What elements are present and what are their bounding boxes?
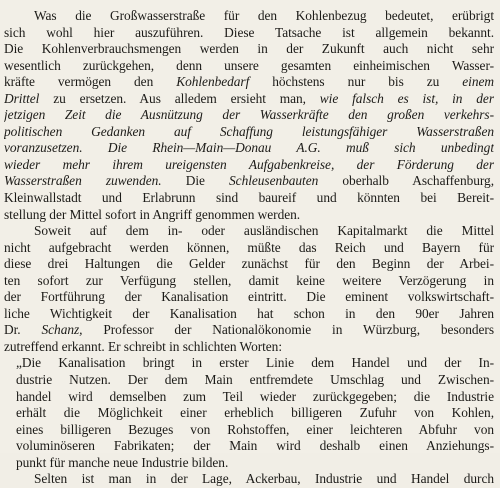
text-line: ten sofort zur Verfügung stellen, damit keine weitere Verzögerung in [4,272,494,288]
quote-line: erhält die Möglichkeit einer erheblich billigeren Zufuhr von Kohlen, [16,405,494,421]
quote-line: voluminöseren Fabrikaten; der Main wird deshalb einen Anziehungs- [16,438,494,454]
text-line: voranzusetzen. Die Rhein—Main—Donau A.G. muß sich unbedingt [4,140,494,156]
text-line: wesentlich zurückgehen, denn unsere gesamten einheimischen Wasser- [4,57,494,73]
text-line: nicht aufgebracht werden können, müßte das Reich und Bayern für [4,239,494,255]
quote-line: „Die Kanalisation bringt in erster Linie dem Handel und der In- [16,355,494,371]
text-line: kräfte vermögen den Kohlenbedarf höchstens nur bis zu einem [4,74,494,90]
text-line: diese drei Haltungen die Gelder zunächst für den Beginn der Arbei- [4,256,494,272]
text-line: Drittel zu ersetzen. Aus alledem ersieht man, wie falsch es ist, in der [4,90,494,106]
text-line: sich wohl hier auszuführen. Diese Tatsache ist allgemein bekannt. [4,24,494,40]
text-line: zutreffend erkannt. Er schreibt in schlichten Worten: [4,338,282,354]
text-line: wieder mehr ihrem ureigensten Aufgabenkreise, der Förderung der [4,156,494,172]
body-text [4,8,494,488]
quote-line: handel wird demselben zum Teil wieder zurückgegeben; die Industrie [16,388,494,404]
quote-line: punkt für manche neue Industrie bilden. [16,454,229,470]
text-line: stellung der Mittel sofort in Angriff genommen werden. [4,206,301,222]
text-line: der Fortführung der Kanalisation eintritt. Die eminent volkswirtschaft- [4,289,494,305]
text-line: Dr. Schanz, Professor der Nationalökonomie in Würzburg, besonders [4,322,494,338]
text-line: Wasserstraßen zuwenden. Die Schleusenbauten oberhalb Aschaffenburg, [4,173,494,189]
quote-line: dustrie Nutzen. Der dem Main entfremdete Umschlag und Zwischen- [16,372,494,388]
text-line: jetzigen Zeit die Ausnützung der Wasserkräfte den großen verkehrs- [4,107,494,123]
text-line: Kleinwallstadt und Erlabrunn sind baureif und könnten bei Bereit- [4,190,494,206]
quote-line: eines billigeren Bezuges von Rohstoffen, einer leichteren Abfuhr von [16,421,494,437]
text-line: Selten ist man in der Lage, Ackerbau, Industrie und Handel durch [34,471,494,487]
text-line: Die Kohlenverbrauchsmengen werden in der Zukunft auch nicht sehr [4,41,494,57]
text-line: liche Wichtigkeit der Kanalisation hat schon in den 90er Jahren [4,305,494,321]
text-line: politischen Gedanken auf Schaffung leistungsfähiger Wasserstraßen [4,123,494,139]
text-line: Soweit auf dem in- oder ausländischen Kapitalmarkt die Mittel [34,223,494,239]
text-line: Was die Großwasserstraße für den Kohlenbezug bedeutet, erübrigt [34,8,494,23]
